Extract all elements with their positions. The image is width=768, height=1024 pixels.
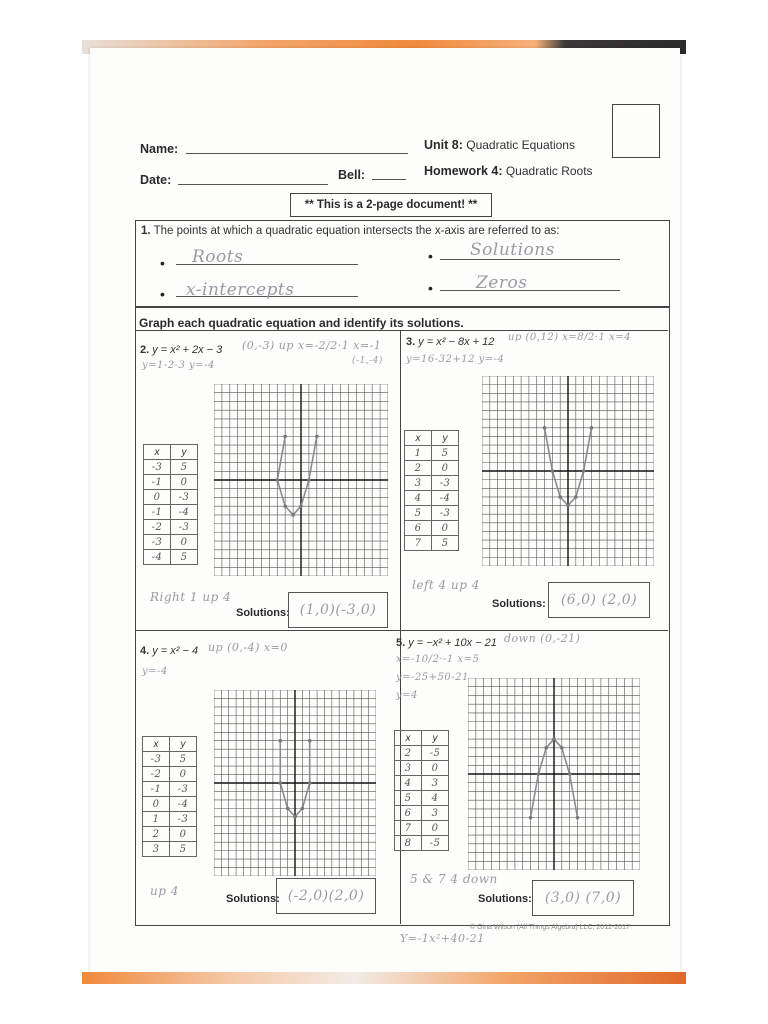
table-cell[interactable]: 5 xyxy=(170,752,197,767)
graph-grid[interactable] xyxy=(482,376,654,566)
plotted-point xyxy=(283,504,287,508)
plotted-point xyxy=(307,478,311,482)
table-cell[interactable]: 7 xyxy=(395,821,422,836)
table-cell[interactable]: 3 xyxy=(422,776,449,791)
table-row xyxy=(395,836,449,851)
problem-number: 2. xyxy=(140,344,150,356)
question-1-prompt xyxy=(141,225,560,237)
table-cell[interactable]: 1 xyxy=(143,812,170,827)
handwritten-solution: (3,0) (7,0) xyxy=(544,890,622,906)
handwritten-note: up 4 xyxy=(150,884,179,898)
plotted-point xyxy=(278,739,282,743)
table-header-row xyxy=(143,737,197,752)
table-cell[interactable]: -1 xyxy=(143,782,170,797)
table-row xyxy=(395,791,449,806)
table-cell[interactable]: -1 xyxy=(144,475,171,490)
plotted-point xyxy=(278,781,282,785)
problem-equation: y = x² + 2x − 3 xyxy=(152,344,223,356)
table-row xyxy=(144,475,198,490)
handwritten-work: (-1,-4) xyxy=(352,356,383,366)
handwritten-answer: Solutions xyxy=(470,240,555,260)
handwritten-solution: (-2,0)(2,0) xyxy=(287,888,365,904)
table-row xyxy=(143,797,197,812)
table-cell[interactable]: 0 xyxy=(422,761,449,776)
solutions-label: Solutions: xyxy=(478,893,532,905)
solutions-box[interactable] xyxy=(276,878,376,914)
plotted-point xyxy=(582,469,586,473)
notice-box xyxy=(290,193,492,217)
table-cell[interactable]: -4 xyxy=(171,505,198,520)
graph-grid[interactable] xyxy=(214,690,376,876)
table-row xyxy=(144,505,198,520)
problem-equation: y = x² − 4 xyxy=(152,645,199,657)
table-row xyxy=(143,827,197,842)
table-header-row xyxy=(405,431,459,446)
table-row xyxy=(395,761,449,776)
problem-2-heading xyxy=(140,344,222,356)
table-cell[interactable]: 3 xyxy=(395,761,422,776)
handwritten-answer: x-intercepts xyxy=(186,280,295,300)
table-cell[interactable]: 4 xyxy=(422,791,449,806)
table-header-cell: y xyxy=(170,737,197,752)
plotted-point xyxy=(574,495,578,499)
table-cell[interactable]: -5 xyxy=(422,836,449,851)
problem-number: 5. xyxy=(396,637,406,649)
bell-label: Bell: xyxy=(338,168,366,182)
plotted-point xyxy=(560,746,564,750)
table-header-cell: y xyxy=(432,431,459,446)
table-header-cell: x xyxy=(405,431,432,446)
handwritten-work: y=4 xyxy=(396,690,418,701)
table-row xyxy=(395,776,449,791)
problem-5-heading xyxy=(396,637,497,649)
xy-table xyxy=(143,444,198,565)
unit-heading xyxy=(424,138,575,152)
table-row xyxy=(405,536,459,551)
homework-heading xyxy=(424,164,593,178)
plotted-point xyxy=(558,495,562,499)
handwritten-work: x=-10/2·-1 x=5 xyxy=(396,654,480,665)
table-header-cell: x xyxy=(143,737,170,752)
plotted-point xyxy=(537,772,541,776)
table-cell[interactable]: 7 xyxy=(405,536,432,551)
handwritten-solution: (1,0)(-3,0) xyxy=(299,602,377,618)
table-cell[interactable]: 5 xyxy=(170,842,197,857)
table-cell[interactable]: -3 xyxy=(170,782,197,797)
plotted-point xyxy=(283,435,287,439)
table-cell[interactable]: 3 xyxy=(143,842,170,857)
date-line[interactable] xyxy=(178,184,328,185)
handwritten-work: up (0,12) x=8/2·1 x=4 xyxy=(508,332,631,343)
table-row xyxy=(143,767,197,782)
solutions-label: Solutions: xyxy=(226,893,280,905)
handwritten-note: left 4 up 4 xyxy=(412,578,480,592)
copyright-text: © Gina Wilson (All Things Algebra) LLC, 2012-2017 xyxy=(470,924,630,931)
table-cell[interactable]: -3 xyxy=(170,812,197,827)
handwritten-work: y=-25+50-21 xyxy=(396,672,469,683)
table-cell[interactable]: 0 xyxy=(422,821,449,836)
handwritten-answer: Zeros xyxy=(476,273,528,293)
table-row xyxy=(144,550,198,565)
table-cell[interactable]: -5 xyxy=(422,746,449,761)
plotted-point xyxy=(293,815,297,819)
name-label: Name: xyxy=(140,142,179,156)
handwritten-scribble: Y=-1x²+40-21 xyxy=(400,932,485,945)
handwritten-note: 5 & 7 4 down xyxy=(410,872,498,886)
table-cell[interactable]: 3 xyxy=(422,806,449,821)
table-cell[interactable]: 0 xyxy=(144,490,171,505)
plotted-point xyxy=(543,426,547,430)
bell-line[interactable] xyxy=(372,179,406,180)
table-cell[interactable]: -3 xyxy=(144,535,171,550)
table-cell[interactable]: -1 xyxy=(144,505,171,520)
table-cell[interactable]: 0 xyxy=(432,521,459,536)
handwritten-work: down (0,-21) xyxy=(504,632,581,645)
answer-line[interactable] xyxy=(440,290,620,291)
table-row xyxy=(395,806,449,821)
table-cell[interactable]: -4 xyxy=(144,550,171,565)
solutions-box[interactable] xyxy=(532,880,634,916)
graph-grid[interactable] xyxy=(214,384,388,576)
question-1-text: The points at which a quadratic equation intersects the x-axis are referred to as: xyxy=(153,225,560,237)
table-header-cell: x xyxy=(395,731,422,746)
table-cell[interactable]: -4 xyxy=(170,797,197,812)
handwritten-work: up (0,-4) x=0 xyxy=(208,641,288,654)
table-row xyxy=(395,746,449,761)
bullet-icon: • xyxy=(160,286,165,302)
table-cell[interactable]: -3 xyxy=(171,490,198,505)
plotted-point xyxy=(576,816,580,820)
table-cell[interactable]: 5 xyxy=(432,446,459,461)
handwritten-work: (0,-3) up x=-2/2·1 x=-1 xyxy=(242,339,382,352)
table-cell[interactable]: -3 xyxy=(432,506,459,521)
table-row xyxy=(144,520,198,535)
plotted-point xyxy=(301,807,305,811)
section-divider xyxy=(135,330,668,331)
table-header-cell: y xyxy=(171,445,198,460)
table-row xyxy=(405,521,459,536)
graph-section-title: Graph each quadratic equation and identify its solutions. xyxy=(139,316,464,330)
table-cell[interactable]: 4 xyxy=(405,491,432,506)
plotted-point xyxy=(566,504,570,508)
question-1-number: 1. xyxy=(141,225,151,237)
bullet-icon: • xyxy=(428,280,433,296)
unit-title: Quadratic Equations xyxy=(466,138,575,152)
solutions-label: Solutions: xyxy=(236,607,290,619)
table-cell[interactable]: -4 xyxy=(432,491,459,506)
table-cell[interactable]: 1 xyxy=(405,446,432,461)
table-row xyxy=(144,460,198,475)
bullet-icon: • xyxy=(428,248,433,264)
table-row xyxy=(405,491,459,506)
table-row xyxy=(143,842,197,857)
table-cell[interactable]: -3 xyxy=(171,520,198,535)
plotted-point xyxy=(275,478,279,482)
table-row xyxy=(143,752,197,767)
problem-equation: y = x² − 8x + 12 xyxy=(418,336,495,348)
homework-title: Quadratic Roots xyxy=(505,164,593,178)
table-cell[interactable]: 2 xyxy=(405,461,432,476)
table-cell[interactable]: 4 xyxy=(395,776,422,791)
plotted-point xyxy=(529,816,533,820)
table-cell[interactable]: 5 xyxy=(395,791,422,806)
table-cell[interactable]: 3 xyxy=(405,476,432,491)
table-cell[interactable]: 5 xyxy=(405,506,432,521)
table-row xyxy=(144,490,198,505)
desk-background-bottom xyxy=(82,972,686,984)
handwritten-note: Right 1 up 4 xyxy=(150,590,232,604)
graph-grid[interactable] xyxy=(468,678,640,870)
table-row xyxy=(143,782,197,797)
table-cell[interactable]: 2 xyxy=(395,746,422,761)
handwritten-work: y=1-2-3 y=-4 xyxy=(142,360,215,371)
table-cell[interactable]: 6 xyxy=(405,521,432,536)
parabola-curve xyxy=(277,436,317,515)
table-cell[interactable]: 0 xyxy=(171,535,198,550)
handwritten-work: y=-4 xyxy=(142,666,168,677)
handwritten-solution: (6,0) (2,0) xyxy=(560,592,638,608)
table-cell[interactable]: 5 xyxy=(432,536,459,551)
table-cell[interactable]: -3 xyxy=(432,476,459,491)
xy-table xyxy=(142,736,197,857)
table-header-cell: x xyxy=(144,445,171,460)
table-cell[interactable]: 0 xyxy=(170,767,197,782)
xy-table xyxy=(404,430,459,551)
problem-4-heading xyxy=(140,645,198,657)
table-row xyxy=(405,506,459,521)
plotted-point xyxy=(299,504,303,508)
plotted-point xyxy=(590,426,594,430)
unit-label: Unit 8: xyxy=(424,138,463,152)
problem-number: 4. xyxy=(140,645,150,657)
row-divider xyxy=(135,630,668,631)
table-row xyxy=(144,535,198,550)
table-cell[interactable]: 8 xyxy=(395,836,422,851)
solutions-box[interactable] xyxy=(548,582,650,618)
problem-3-heading xyxy=(406,336,494,348)
plotted-point xyxy=(308,739,312,743)
name-line[interactable] xyxy=(186,153,408,154)
table-cell[interactable]: 5 xyxy=(171,460,198,475)
date-label: Date: xyxy=(140,173,172,187)
table-cell[interactable]: -3 xyxy=(143,752,170,767)
solutions-box[interactable] xyxy=(288,592,388,628)
table-cell[interactable]: -3 xyxy=(144,460,171,475)
problem-equation: y = −x² + 10x − 21 xyxy=(408,637,497,649)
table-cell[interactable]: -2 xyxy=(144,520,171,535)
table-row xyxy=(143,812,197,827)
plotted-point xyxy=(552,737,556,741)
table-row xyxy=(395,821,449,836)
table-cell[interactable]: 5 xyxy=(171,550,198,565)
table-row xyxy=(405,446,459,461)
plotted-point xyxy=(291,513,295,517)
table-cell[interactable]: 0 xyxy=(171,475,198,490)
table-row xyxy=(405,476,459,491)
table-cell[interactable]: -2 xyxy=(143,767,170,782)
plotted-point xyxy=(551,469,555,473)
table-header-row xyxy=(144,445,198,460)
plotted-point xyxy=(544,746,548,750)
score-box xyxy=(612,104,660,158)
plotted-point xyxy=(286,807,290,811)
plotted-point xyxy=(308,781,312,785)
bullet-icon: • xyxy=(160,255,165,271)
solutions-label: Solutions: xyxy=(492,598,546,610)
xy-table xyxy=(394,730,449,851)
table-cell[interactable]: 6 xyxy=(395,806,422,821)
handwritten-answer: Roots xyxy=(192,247,244,267)
handwritten-work: y=16-32+12 y=-4 xyxy=(406,354,505,365)
table-cell[interactable]: 0 xyxy=(432,461,459,476)
table-header-row xyxy=(395,731,449,746)
problem-number: 3. xyxy=(406,336,416,348)
table-cell[interactable]: 0 xyxy=(170,827,197,842)
table-cell[interactable]: 0 xyxy=(143,797,170,812)
plotted-point xyxy=(568,772,572,776)
table-header-cell: y xyxy=(422,731,449,746)
homework-label: Homework 4: xyxy=(424,164,503,178)
table-row xyxy=(405,461,459,476)
two-page-notice: ** This is a 2-page document! ** xyxy=(304,199,478,211)
plotted-point xyxy=(315,435,319,439)
table-cell[interactable]: 2 xyxy=(143,827,170,842)
